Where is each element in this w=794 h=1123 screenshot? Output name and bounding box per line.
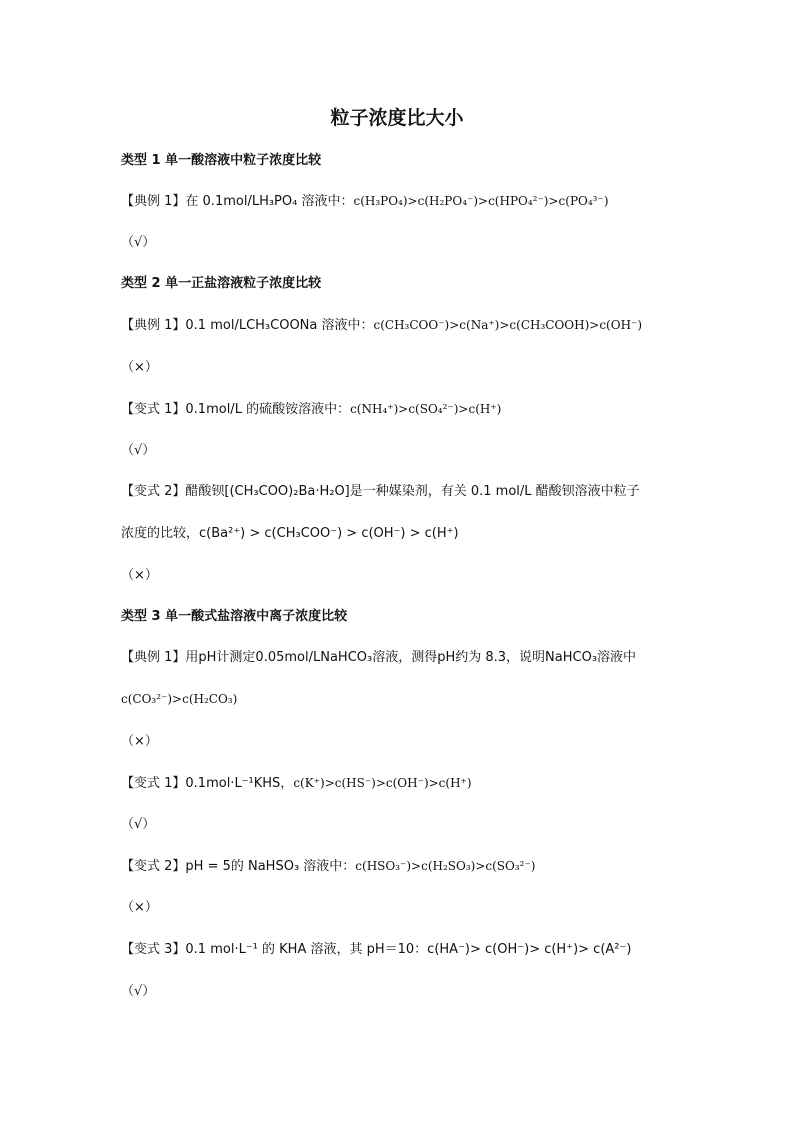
answer-mark: （×） <box>121 568 158 583</box>
variant-text: 0.1 mol·L⁻¹ 的 KHA 溶液，其 pH＝10：c(HA⁻)> c(OH⁻)> c(H⁺)> c(A²⁻) <box>185 942 632 957</box>
variant-line <box>121 398 501 421</box>
example-tag: 【典例 1】 <box>121 650 186 665</box>
formula: c(K⁺)>c(HS⁻)>c(OH⁻)>c(H⁺) <box>293 776 472 790</box>
section-heading-3: 类型 3 单一酸式盐溶液中离子浓度比较 <box>121 609 348 624</box>
variant-line <box>121 855 535 878</box>
variant-text: pH = 5的 NaHSO₃ 溶液中： <box>185 859 356 874</box>
answer-mark: （×） <box>121 734 158 749</box>
answer-mark: （×） <box>121 900 158 915</box>
formula-line <box>121 688 237 711</box>
formula: c(CO₃²⁻)>c(H₂CO₃) <box>121 692 238 706</box>
formula: c(HSO₃⁻)>c(H₂SO₃)>c(SO₃²⁻) <box>355 859 536 873</box>
example-line <box>121 314 642 337</box>
example-text: 用pH计测定0.05mol/LNaHCO₃溶液，测得pH约为 8.3，说明NaHCO₃溶液中 <box>185 650 637 665</box>
variant-tag: 【变式 3】 <box>121 942 186 957</box>
section-heading-1: 类型 1 单一酸溶液中粒子浓度比较 <box>121 153 322 168</box>
variant-tag: 【变式 2】 <box>121 484 186 499</box>
page-title: 粒子浓度比大小 <box>330 107 464 129</box>
variant-tag: 【变式 1】 <box>121 402 186 417</box>
answer-mark: （√） <box>121 984 156 999</box>
answer-mark: （√） <box>121 817 156 832</box>
example-text: 0.1 mol/LCH₃COONa 溶液中： <box>185 318 374 333</box>
answer-mark: （√） <box>121 443 156 458</box>
example-tag: 【典例 1】 <box>121 318 186 333</box>
variant-tag: 【变式 1】 <box>121 776 186 791</box>
answer-mark: （×） <box>121 360 158 375</box>
formula: c(NH₄⁺)>c(SO₄²⁻)>c(H⁺) <box>350 402 502 416</box>
variant-text: 0.1mol·L⁻¹KHS， <box>185 776 294 791</box>
variant-line <box>121 481 640 503</box>
variant-tag: 【变式 2】 <box>121 859 186 874</box>
variant-text-continued: 浓度的比较，c(Ba²⁺) > c(CH₃COO⁻) > c(OH⁻) > c(H⁺) <box>121 526 459 541</box>
example-tag: 【典例 1】 <box>121 194 186 209</box>
variant-line <box>121 772 472 795</box>
variant-text: 醋酸钡[(CH₃COO)₂Ba·H₂O]是一种媒染剂，有关 0.1 mol/L 醋酸钡溶液中粒子 <box>185 484 640 499</box>
variant-line <box>121 939 631 961</box>
answer-mark: （√） <box>121 235 156 250</box>
example-line <box>121 190 609 213</box>
variant-text: 0.1mol/L 的硫酸铵溶液中： <box>185 402 351 417</box>
example-line <box>121 647 636 669</box>
example-text: 在 0.1mol/LH₃PO₄ 溶液中： <box>185 194 354 209</box>
formula: c(H₃PO₄)>c(H₂PO₄⁻)>c(HPO₄²⁻)>c(PO₄³⁻) <box>353 194 609 208</box>
formula: c(CH₃COO⁻)>c(Na⁺)>c(CH₃COOH)>c(OH⁻) <box>373 318 643 332</box>
section-heading-2: 类型 2 单一正盐溶液粒子浓度比较 <box>121 276 322 291</box>
